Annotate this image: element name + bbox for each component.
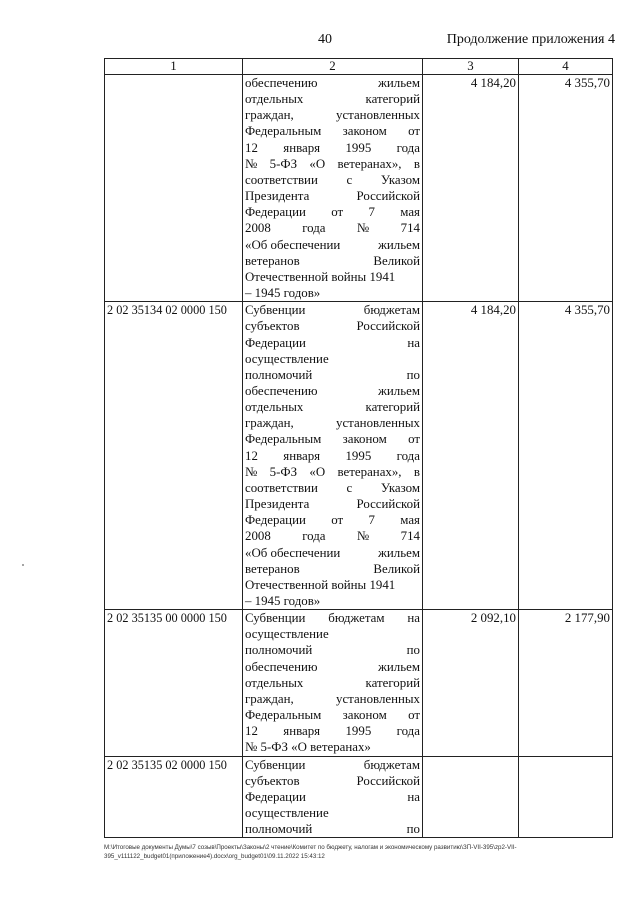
- description-word: по: [406, 367, 420, 382]
- description-line: [245, 383, 420, 399]
- budget-table: [104, 58, 613, 838]
- description-line: [245, 204, 420, 220]
- description-word: №: [356, 529, 370, 544]
- description-line: [245, 723, 420, 739]
- description-word: жильем: [378, 237, 420, 252]
- description-line: [245, 237, 420, 253]
- description-word: Отечественной войны 1941: [245, 269, 396, 284]
- page-number: 40: [318, 32, 332, 47]
- description-line: [245, 253, 420, 269]
- description-line: [245, 415, 420, 431]
- budget-code: 2 02 35134 02 0000 150: [105, 302, 243, 610]
- description-word: субъектов: [245, 319, 300, 334]
- description-line: [245, 156, 420, 172]
- description-word: субъектов: [245, 773, 300, 788]
- amount-column-3: 4 184,20: [423, 302, 519, 610]
- description-word: 714: [400, 221, 420, 236]
- description-word: граждан,: [245, 691, 294, 706]
- description-line: [245, 285, 420, 301]
- description-word: – 1945 годов»: [245, 594, 321, 608]
- description-word: года: [396, 448, 420, 463]
- description-word: года: [396, 140, 420, 155]
- description-word: отдельных: [245, 400, 304, 415]
- description-word: жильем: [378, 383, 420, 398]
- description-line: [245, 545, 420, 561]
- description-word: 2008: [245, 529, 271, 544]
- description-word: отдельных: [245, 675, 304, 690]
- description-word: 12: [245, 448, 258, 463]
- description-line: [245, 399, 420, 415]
- description-word: законом: [342, 432, 387, 447]
- description-line: [245, 172, 420, 188]
- description-word: граждан,: [245, 416, 294, 431]
- description-word: года: [302, 529, 326, 544]
- description-word: от: [408, 432, 420, 447]
- description-word: с: [346, 172, 353, 187]
- column-number-3: 3: [423, 59, 519, 75]
- description-line: [245, 302, 420, 318]
- description-word: в: [413, 464, 420, 479]
- description-word: 12: [245, 724, 258, 739]
- description-line: [245, 188, 420, 204]
- description-word: года: [396, 724, 420, 739]
- description-line: [245, 593, 420, 609]
- description-word: 1995: [345, 140, 372, 155]
- description-line: [245, 496, 420, 512]
- description-line: [245, 707, 420, 723]
- description-word: бюджетам: [328, 611, 385, 626]
- description-line: [245, 561, 420, 577]
- description-cell: [243, 75, 423, 302]
- description-word: «О: [309, 464, 326, 479]
- description-word: бюджетам: [363, 757, 420, 772]
- description-word: осуществление: [245, 627, 329, 642]
- description-word: Федерации: [245, 789, 306, 804]
- description-line: [245, 269, 420, 285]
- description-word: Российской: [356, 497, 420, 512]
- description-line: [245, 773, 420, 789]
- description-line: [245, 610, 420, 626]
- description-word: жильем: [378, 545, 420, 560]
- column-number-2: 2: [243, 59, 423, 75]
- column-number-1: 1: [105, 59, 243, 75]
- description-word: ветеранах»,: [337, 464, 402, 479]
- description-word: бюджетам: [363, 303, 420, 318]
- description-word: от: [331, 513, 344, 528]
- description-word: № 5-ФЗ «О ветеранах»: [245, 740, 371, 755]
- description-line: [245, 642, 420, 658]
- description-word: 7: [368, 513, 375, 528]
- description-line: [245, 739, 420, 755]
- description-word: 2008: [245, 221, 271, 236]
- description-word: 12: [245, 140, 258, 155]
- description-word: Федерации: [245, 335, 306, 350]
- description-word: категорий: [365, 400, 420, 415]
- description-line: [245, 675, 420, 691]
- description-line: [245, 805, 420, 821]
- description-word: 5-ФЗ: [269, 156, 298, 171]
- description-word: – 1945 годов»: [245, 286, 321, 301]
- description-word: Отечественной войны 1941: [245, 577, 396, 592]
- description-line: [245, 528, 420, 544]
- description-line: [245, 480, 420, 496]
- description-word: по: [406, 822, 420, 837]
- description-word: категорий: [365, 92, 420, 107]
- description-word: обеспечению: [245, 383, 318, 398]
- description-word: с: [346, 480, 353, 495]
- description-word: от: [408, 124, 420, 139]
- description-word: №: [245, 156, 258, 171]
- description-word: категорий: [365, 675, 420, 690]
- description-word: ветеранов: [245, 253, 300, 268]
- description-word: отдельных: [245, 92, 304, 107]
- description-line: [245, 220, 420, 236]
- description-word: установленных: [336, 108, 420, 123]
- description-word: Федерации: [245, 513, 306, 528]
- description-word: соответствии: [245, 480, 318, 495]
- amount-column-3: [423, 756, 519, 838]
- description-line: [245, 335, 420, 351]
- description-word: законом: [342, 124, 387, 139]
- description-line: [245, 577, 420, 593]
- scan-dot: [22, 564, 24, 566]
- description-word: Президента: [245, 497, 310, 512]
- description-word: января: [283, 140, 321, 155]
- description-word: «Об обеспечении: [245, 237, 341, 252]
- description-word: на: [407, 789, 420, 804]
- description-word: обеспечению: [245, 76, 318, 90]
- description-word: Великой: [373, 253, 420, 268]
- description-word: января: [283, 448, 321, 463]
- description-word: полномочий: [245, 643, 313, 658]
- budget-code: 2 02 35135 02 0000 150: [105, 756, 243, 838]
- description-word: №: [245, 464, 258, 479]
- description-line: [245, 512, 420, 528]
- description-word: января: [283, 724, 321, 739]
- description-word: года: [302, 221, 326, 236]
- description-line: [245, 626, 420, 642]
- description-word: обеспечению: [245, 659, 318, 674]
- description-cell: [243, 756, 423, 838]
- description-line: [245, 318, 420, 334]
- amount-column-3: 2 092,10: [423, 610, 519, 756]
- description-line: [245, 123, 420, 139]
- description-word: мая: [400, 513, 420, 528]
- table-row: [105, 75, 613, 302]
- description-word: №: [356, 221, 370, 236]
- description-word: граждан,: [245, 108, 294, 123]
- description-word: Субвенции: [245, 611, 306, 626]
- table-row: [105, 610, 613, 756]
- description-line: [245, 431, 420, 447]
- file-path-footer: [104, 843, 610, 861]
- description-word: соответствии: [245, 172, 318, 187]
- continuation-label: Продолжение приложения 4: [446, 32, 615, 47]
- description-line: [245, 107, 420, 123]
- description-word: Указом: [380, 172, 420, 187]
- description-word: Российской: [356, 189, 420, 204]
- amount-column-3: 4 184,20: [423, 75, 519, 302]
- table-row: [105, 756, 613, 838]
- description-word: установленных: [336, 416, 420, 431]
- description-cell: [243, 610, 423, 756]
- file-path-line-1: М:\Итоговые документы Думы\7 созыв\Проекты\Законы\2 чтение\Комитет по бюджету, налогам и экономическому развитию\ЗП-VII-395\zp2-VII-: [104, 844, 517, 851]
- description-word: на: [407, 611, 420, 626]
- description-word: «Об обеспечении: [245, 545, 341, 560]
- description-word: 5-ФЗ: [269, 464, 298, 479]
- description-word: Указом: [380, 480, 420, 495]
- table-row: [105, 302, 613, 610]
- description-word: Президента: [245, 189, 310, 204]
- description-word: в: [413, 156, 420, 171]
- description-cell: [243, 302, 423, 610]
- description-word: 7: [368, 205, 375, 220]
- description-word: законом: [342, 708, 387, 723]
- description-word: установленных: [336, 691, 420, 706]
- description-line: [245, 789, 420, 805]
- description-word: ветеранов: [245, 561, 300, 576]
- description-word: Субвенции: [245, 757, 306, 772]
- description-line: [245, 691, 420, 707]
- amount-column-4: [519, 756, 613, 838]
- description-line: [245, 757, 420, 773]
- description-word: мая: [400, 205, 420, 220]
- description-word: полномочий: [245, 822, 313, 837]
- description-word: Российской: [356, 773, 420, 788]
- description-line: [245, 821, 420, 837]
- description-line: [245, 140, 420, 156]
- description-line: [245, 367, 420, 383]
- description-word: жильем: [378, 76, 420, 90]
- file-path-line-2: 395_v111122_budget01(приложение4).docx\org_budget01\09.11.2022 15:43:12: [104, 853, 325, 860]
- description-word: от: [408, 708, 420, 723]
- amount-column-4: 2 177,90: [519, 610, 613, 756]
- description-word: 714: [400, 529, 420, 544]
- description-word: на: [407, 335, 420, 350]
- description-word: по: [406, 643, 420, 658]
- description-line: [245, 448, 420, 464]
- description-word: Субвенции: [245, 303, 306, 318]
- budget-code: 2 02 35135 00 0000 150: [105, 610, 243, 756]
- description-word: Федеральным: [245, 708, 322, 723]
- description-line: [245, 464, 420, 480]
- column-number-4: 4: [519, 59, 613, 75]
- column-number-row: [105, 59, 613, 75]
- budget-code: [105, 75, 243, 302]
- description-word: осуществление: [245, 806, 329, 821]
- description-word: «О: [309, 156, 326, 171]
- description-word: Российской: [356, 319, 420, 334]
- description-word: от: [331, 205, 344, 220]
- description-line: [245, 351, 420, 367]
- description-word: жильем: [378, 659, 420, 674]
- amount-column-4: 4 355,70: [519, 75, 613, 302]
- description-word: Федерации: [245, 205, 306, 220]
- description-word: Великой: [373, 561, 420, 576]
- description-line: [245, 659, 420, 675]
- description-word: 1995: [345, 448, 372, 463]
- description-line: [245, 91, 420, 107]
- description-line: [245, 75, 420, 91]
- description-word: ветеранах»,: [337, 156, 402, 171]
- description-word: осуществление: [245, 351, 329, 366]
- description-word: Федеральным: [245, 124, 322, 139]
- description-word: полномочий: [245, 367, 313, 382]
- description-word: 1995: [345, 724, 372, 739]
- amount-column-4: 4 355,70: [519, 302, 613, 610]
- description-word: Федеральным: [245, 432, 322, 447]
